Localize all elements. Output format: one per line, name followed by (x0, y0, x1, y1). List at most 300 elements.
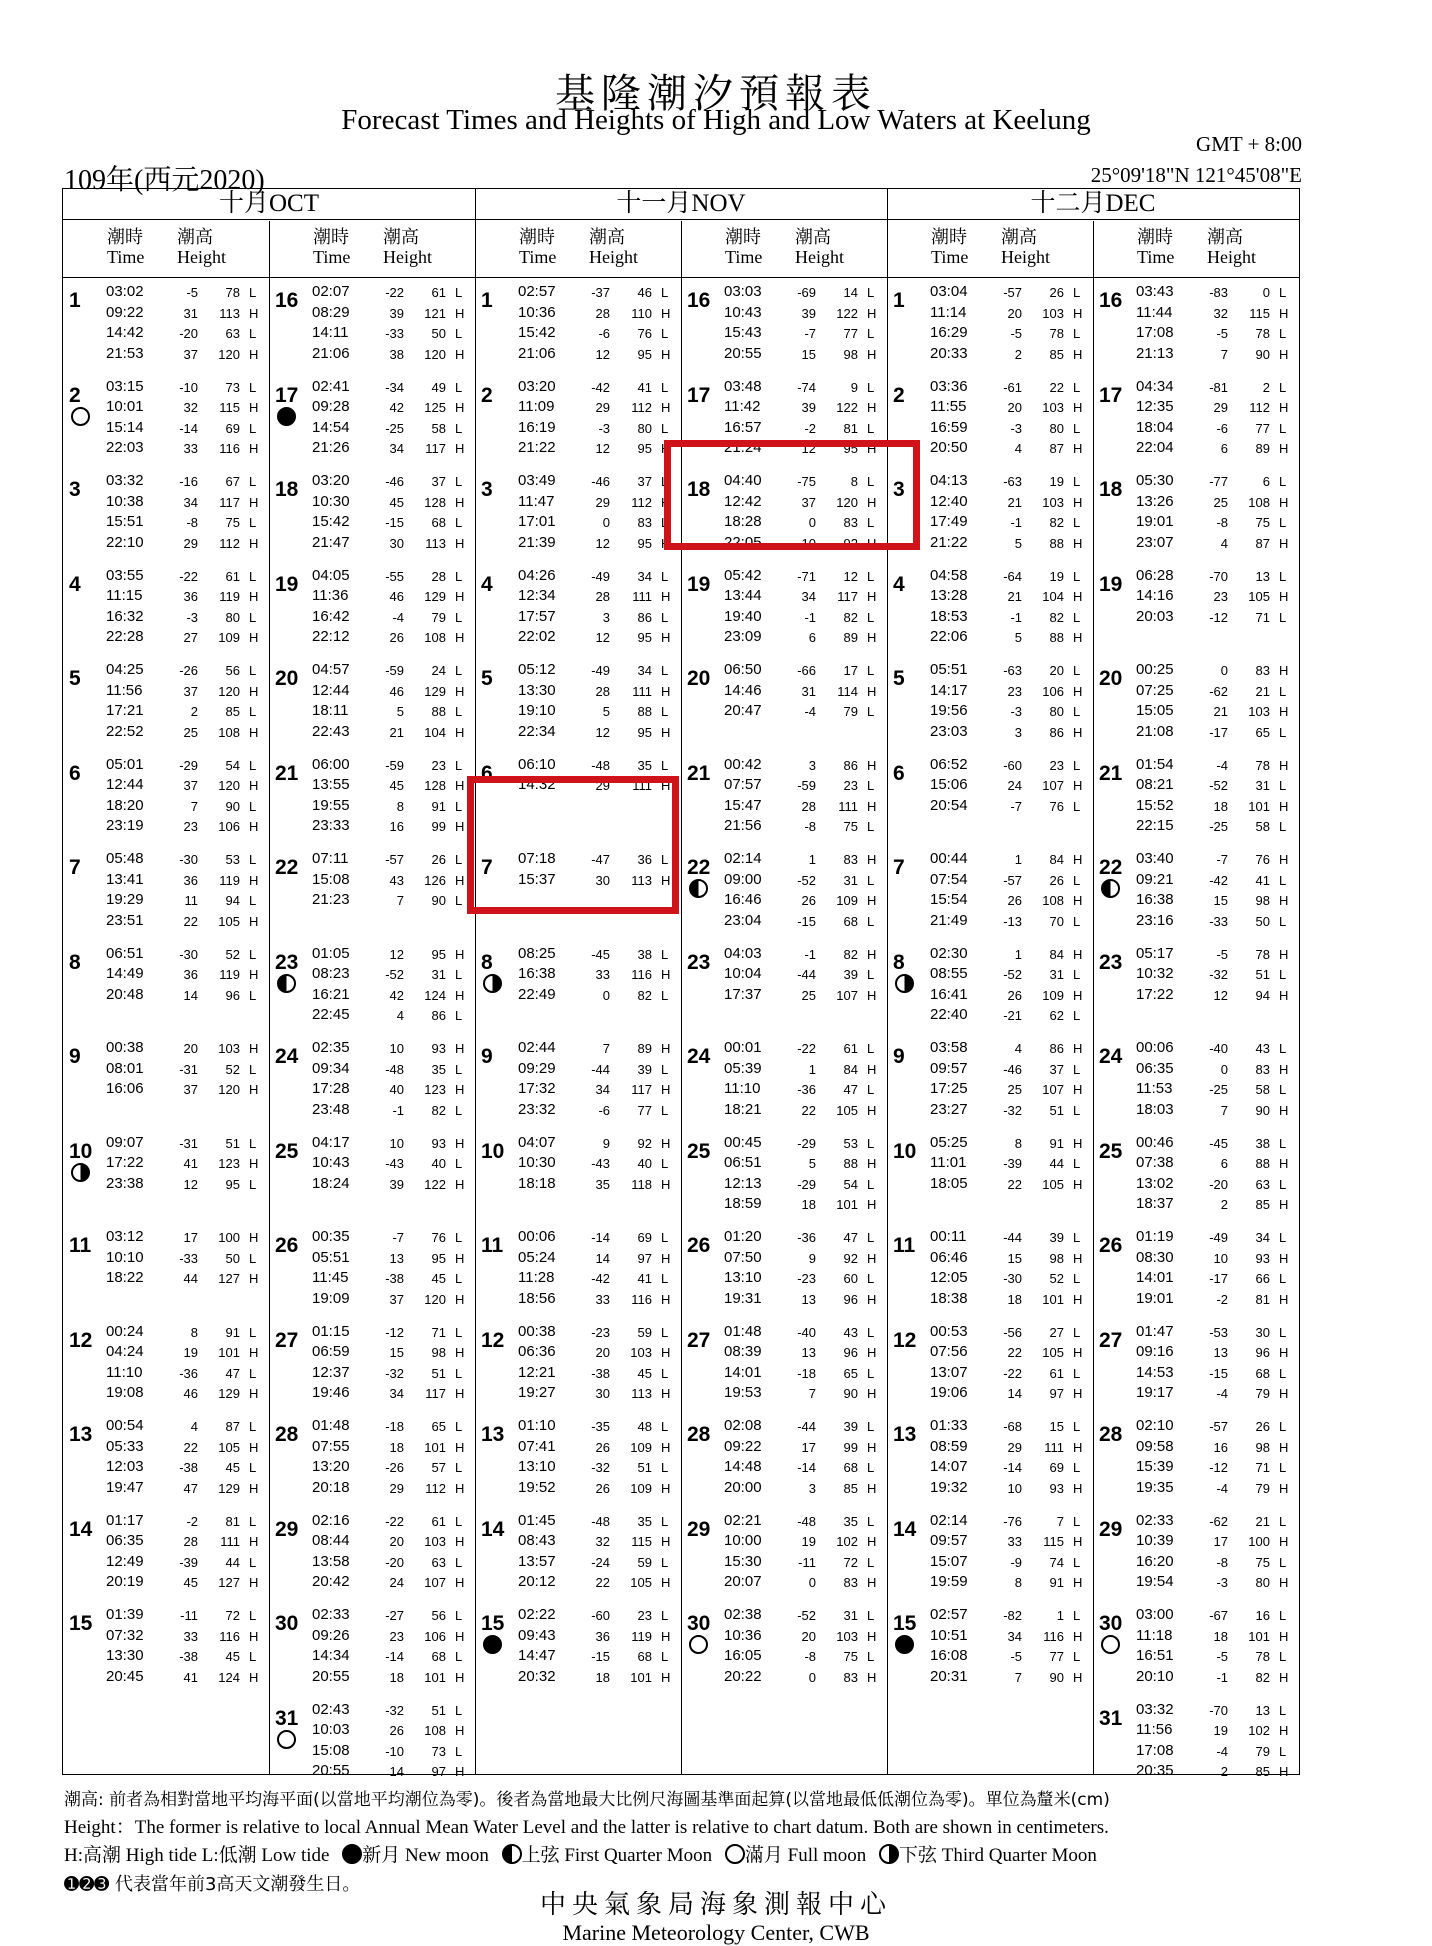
tide-time: 14:48 (724, 1458, 762, 1475)
day-cell (269, 846, 475, 940)
tide-entry (1093, 283, 1299, 303)
tide-type: L (661, 474, 669, 489)
day-number: 9 (481, 1045, 493, 1068)
height-datum: 26 (431, 852, 446, 867)
height-datum: 48 (637, 1419, 652, 1434)
height-msl: -5 (1216, 326, 1228, 341)
tide-time: 18:22 (106, 1269, 144, 1286)
day-cell (475, 374, 681, 468)
tide-type: L (249, 609, 257, 625)
height-msl: -33 (179, 1250, 198, 1266)
tide-time: 07:57 (724, 776, 762, 793)
tide-time: 10:38 (106, 492, 144, 510)
tide-time: 15:06 (930, 776, 968, 793)
tide-time: 20:18 (312, 1478, 350, 1496)
tide-entry (887, 1228, 1093, 1248)
tide-time: 07:32 (106, 1626, 144, 1644)
tide-entry (1093, 1721, 1299, 1741)
tide-entry (269, 1269, 475, 1289)
day-number: 16 (275, 289, 299, 312)
tide-type: H (867, 893, 877, 908)
column-header (269, 221, 475, 277)
height-msl: -29 (797, 1135, 816, 1151)
tide-time: 09:57 (930, 1059, 968, 1077)
tide-type: L (1073, 798, 1081, 814)
day-cell (1093, 1602, 1299, 1696)
month-title: 十二月DEC (887, 189, 1299, 220)
tide-type: L (249, 893, 257, 908)
tide-type: L (455, 852, 463, 867)
tide-time: 02:21 (724, 1511, 762, 1529)
tide-time: 19:08 (106, 1384, 144, 1401)
tide-time: 13:10 (724, 1269, 762, 1286)
height-datum: 90 (1049, 1669, 1064, 1685)
tide-time: 12:49 (106, 1552, 144, 1570)
tide-type: H (249, 346, 259, 362)
tide-entry (681, 891, 887, 911)
tide-entry (269, 345, 475, 365)
day-number: 3 (481, 478, 493, 501)
tide-time: 00:53 (930, 1322, 968, 1340)
height-msl: 20 (389, 1534, 404, 1549)
page-title-zh: 基隆潮汐預報表 (555, 71, 877, 117)
height-msl: -46 (591, 474, 610, 489)
height-msl: 25 (1213, 494, 1228, 510)
day-cell (887, 1130, 1093, 1224)
tide-entry (475, 1060, 681, 1080)
height-datum: 73 (225, 379, 240, 395)
height-datum: 34 (637, 568, 652, 584)
tide-time: 21:56 (724, 817, 762, 834)
height-msl: -43 (385, 1156, 404, 1171)
tide-type: H (867, 1575, 877, 1590)
tide-time: 02:38 (724, 1606, 762, 1623)
tide-time: 19:56 (930, 702, 968, 719)
day-number: 16 (687, 289, 711, 312)
tide-type: L (455, 1419, 463, 1434)
height-msl: 7 (1220, 1102, 1228, 1118)
tide-entry (1093, 817, 1299, 837)
height-datum: 26 (1255, 1419, 1270, 1434)
tide-entry (475, 1269, 681, 1289)
tide-time: 19:40 (724, 607, 762, 625)
height-datum: 51 (431, 1702, 446, 1718)
footer-note-zh: 潮高: 前者為相對當地平均海平面(以當地平均潮位為零)。後者為當地最大比例尺海圖基準面起算(以當地最低低潮位為零)。單位為釐米(cm) (64, 1790, 1110, 1810)
tide-time: 09:28 (312, 398, 350, 415)
height-msl: -2 (186, 1513, 198, 1529)
tide-type: H (1279, 305, 1289, 321)
height-datum: 28 (431, 568, 446, 584)
height-datum: 101 (1248, 798, 1270, 814)
day-number: 1 (893, 289, 905, 312)
height-datum: 51 (1049, 1102, 1064, 1118)
tide-entry (681, 1101, 887, 1121)
height-msl: -22 (797, 1041, 816, 1056)
height-datum: 56 (431, 1608, 446, 1623)
height-datum: 71 (1255, 1460, 1270, 1475)
height-msl: 29 (183, 535, 198, 551)
height-datum: 31 (843, 872, 858, 888)
tide-type: L (1073, 1324, 1081, 1340)
tide-time: 05:39 (724, 1059, 762, 1077)
height-msl: 18 (1007, 1291, 1022, 1307)
tide-time: 08:21 (1136, 776, 1174, 793)
height-msl: -5 (1010, 1649, 1022, 1664)
tide-time: 17:01 (518, 513, 556, 530)
tide-type: H (455, 1250, 465, 1266)
tide-type: H (1279, 1102, 1289, 1118)
height-datum: 85 (1255, 1764, 1270, 1779)
tide-type: H (249, 1480, 259, 1496)
day-cell (269, 1697, 475, 1791)
tide-entry (681, 945, 887, 965)
tide-time: 01:54 (1136, 755, 1174, 773)
height-datum: 83 (637, 515, 652, 530)
tide-type: L (249, 420, 257, 436)
tide-entry (269, 493, 475, 513)
tide-time: 14:49 (106, 965, 144, 982)
tide-time: 05:30 (1136, 472, 1174, 489)
height-datum: 80 (1049, 704, 1064, 719)
tide-time: 08:23 (312, 965, 350, 982)
tide-type: H (455, 1345, 465, 1360)
height-datum: 82 (1049, 609, 1064, 625)
height-datum: 115 (1043, 1534, 1064, 1549)
tide-type: L (249, 757, 257, 773)
height-msl: 21 (389, 724, 404, 740)
tide-type: L (249, 1554, 257, 1570)
tide-entry (475, 534, 681, 554)
height-datum: 110 (631, 305, 652, 321)
height-msl: 0 (602, 515, 610, 530)
day-cell (475, 1130, 681, 1224)
day-number: 12 (69, 1328, 93, 1352)
height-datum: 116 (219, 1628, 240, 1644)
height-msl: -31 (179, 1135, 198, 1151)
tide-entry (475, 1573, 681, 1593)
height-datum: 52 (225, 1061, 240, 1077)
height-datum: 82 (1255, 1669, 1270, 1685)
height-msl: 0 (808, 1575, 816, 1590)
height-msl: 2 (1220, 1764, 1228, 1779)
height-datum: 35 (431, 1061, 446, 1077)
tide-entry (887, 702, 1093, 722)
height-msl: -61 (1003, 379, 1022, 395)
tide-type: H (1279, 1628, 1289, 1644)
tide-entry (269, 567, 475, 587)
tide-entry (887, 1647, 1093, 1667)
height-datum: 76 (431, 1230, 446, 1245)
height-msl: 33 (183, 1628, 198, 1644)
tide-time: 00:25 (1136, 661, 1174, 678)
height-msl: -22 (179, 568, 198, 584)
tide-time: 17:21 (106, 702, 144, 719)
tide-type: L (1279, 1419, 1287, 1434)
tide-entry (475, 1668, 681, 1688)
tide-entry (887, 378, 1093, 398)
tide-time: 09:07 (106, 1133, 144, 1151)
height-datum: 36 (637, 852, 652, 867)
height-datum: 84 (843, 1061, 858, 1077)
tide-type: L (1073, 704, 1081, 719)
tide-time: 05:25 (930, 1133, 968, 1151)
tide-time: 03:32 (1136, 1700, 1174, 1718)
height-msl: 21 (1213, 704, 1228, 719)
day-number: 5 (893, 667, 905, 690)
tide-type: H (1073, 589, 1083, 604)
tide-entry (269, 776, 475, 796)
day-number: 20 (275, 667, 299, 690)
tide-entry (887, 986, 1093, 1006)
tide-type: L (1279, 819, 1287, 834)
height-msl: -7 (804, 326, 816, 341)
height-msl: -8 (186, 515, 198, 530)
month-title: 十一月NOV (475, 189, 887, 220)
tide-entry (269, 304, 475, 324)
tide-entry (681, 1249, 887, 1269)
day-number: 30 (1099, 1612, 1123, 1635)
tide-time: 02:14 (930, 1511, 968, 1529)
tide-type: H (1073, 683, 1083, 699)
tide-time: 00:06 (1136, 1039, 1174, 1056)
day-cell (269, 1319, 475, 1413)
tide-entry (681, 1668, 887, 1688)
height-msl: 21 (1007, 494, 1022, 510)
tide-time: 13:44 (724, 587, 762, 604)
height-msl: 5 (1014, 535, 1022, 551)
height-msl: 12 (801, 441, 816, 456)
day-number: 2 (481, 383, 493, 407)
tide-type: H (1279, 1723, 1289, 1738)
tide-entry (887, 304, 1093, 324)
tide-time: 09:21 (1136, 870, 1174, 888)
tide-time: 07:50 (724, 1248, 762, 1266)
height-msl: -36 (179, 1365, 198, 1381)
height-datum: 77 (1255, 420, 1270, 436)
tide-type: L (867, 1608, 875, 1623)
tide-time: 10:03 (312, 1721, 350, 1738)
tide-time: 17:57 (518, 607, 556, 625)
tide-entry (269, 1627, 475, 1647)
tide-entry (1093, 912, 1299, 932)
height-msl: -4 (1216, 757, 1228, 773)
tide-type: L (661, 568, 669, 584)
height-datum: 104 (424, 724, 446, 740)
height-msl: 23 (389, 1628, 404, 1644)
tide-entry (1093, 891, 1299, 911)
tide-type: H (661, 683, 671, 699)
height-msl: -46 (1003, 1061, 1022, 1077)
tide-type: H (1279, 1439, 1289, 1455)
height-datum: 59 (637, 1324, 652, 1340)
height-datum: 88 (1049, 535, 1064, 551)
tide-type: L (1279, 1135, 1287, 1151)
tide-type: H (867, 1439, 877, 1455)
tide-entry (887, 1627, 1093, 1647)
tide-time: 02:33 (312, 1606, 350, 1623)
tide-time: 23:19 (106, 817, 144, 834)
tide-type: L (867, 663, 875, 678)
tide-type: L (661, 704, 669, 719)
tide-type: L (249, 704, 257, 719)
tide-type: H (1073, 346, 1083, 362)
day-number: 14 (69, 1517, 93, 1541)
tide-type: L (249, 1176, 257, 1192)
height-msl: 7 (190, 798, 198, 814)
tide-time: 20:50 (930, 439, 968, 456)
tide-type: H (249, 778, 259, 793)
tide-entry (269, 1553, 475, 1573)
tide-entry (1093, 1195, 1299, 1215)
height-datum: 95 (637, 441, 652, 456)
tide-entry (475, 1039, 681, 1059)
height-datum: 26 (1049, 872, 1064, 888)
height-msl: -49 (591, 568, 610, 584)
tide-time: 22:04 (1136, 439, 1174, 456)
height-header-zh: 潮高 (589, 227, 625, 247)
tide-time: 13:58 (312, 1552, 350, 1570)
day-number: 29 (275, 1517, 299, 1541)
tide-time: 20:55 (312, 1762, 350, 1779)
tide-type: H (455, 1764, 465, 1779)
height-msl: -42 (591, 1271, 610, 1286)
height-msl: -25 (1209, 819, 1228, 834)
height-msl: -4 (1216, 1386, 1228, 1401)
tide-time: 08:43 (518, 1532, 556, 1549)
height-datum: 113 (631, 1386, 652, 1401)
day-cell (475, 468, 681, 562)
tide-entry (475, 493, 681, 513)
height-msl: -1 (804, 609, 816, 625)
tide-time: 08:25 (518, 944, 556, 962)
height-msl: -8 (804, 1649, 816, 1664)
day-cell (681, 657, 887, 751)
tide-type: H (1073, 1041, 1083, 1056)
tide-entry (1093, 1479, 1299, 1499)
day-cell (63, 1224, 269, 1318)
tide-time: 00:11 (930, 1228, 967, 1245)
day-number: 31 (275, 1706, 299, 1730)
tide-type: H (1279, 1480, 1289, 1496)
time-header-zh: 潮時 (931, 227, 967, 247)
tide-entry (269, 1417, 475, 1437)
tide-time: 04:26 (518, 566, 556, 584)
tide-type: H (455, 589, 465, 604)
tide-time: 03:04 (930, 283, 968, 300)
tide-entry (681, 628, 887, 648)
tide-entry (887, 1573, 1093, 1593)
tide-time: 13:30 (518, 681, 556, 699)
tide-type: L (1279, 379, 1287, 395)
day-cell (1093, 1035, 1299, 1129)
height-msl: 14 (595, 1250, 610, 1266)
tide-type: L (867, 1649, 875, 1664)
tide-type: H (867, 852, 877, 867)
height-msl: 32 (595, 1534, 610, 1549)
tide-entry (269, 1060, 475, 1080)
tide-entry (269, 1134, 475, 1154)
legend (64, 1840, 1097, 1867)
height-datum: 13 (1255, 1702, 1270, 1718)
tide-time: 16:51 (1136, 1647, 1174, 1664)
height-datum: 103 (836, 1628, 858, 1644)
tide-time: 22:03 (106, 439, 144, 456)
height-datum: 31 (431, 967, 446, 982)
tide-time: 20:07 (724, 1573, 762, 1590)
time-header-zh: 潮時 (725, 227, 761, 247)
height-datum: 102 (1248, 1723, 1270, 1738)
height-msl: 39 (389, 1176, 404, 1192)
height-msl: -12 (1209, 609, 1228, 625)
tide-time: 12:35 (1136, 398, 1174, 415)
height-msl: 30 (595, 872, 610, 888)
tide-entry (269, 797, 475, 817)
height-datum: 97 (431, 1764, 446, 1779)
tide-type: H (1279, 1386, 1289, 1401)
height-msl: 4 (1014, 1041, 1022, 1056)
tide-entry (63, 776, 269, 796)
height-datum: 37 (431, 474, 446, 489)
tide-type: H (661, 1534, 671, 1549)
tide-time: 19:10 (518, 702, 556, 719)
height-datum: 76 (637, 326, 652, 341)
height-msl: 37 (183, 683, 198, 699)
tide-type: H (455, 1386, 465, 1401)
tide-time: 08:55 (930, 965, 968, 982)
day-number: 21 (275, 761, 299, 785)
tide-time: 11:14 (930, 303, 967, 321)
height-datum: 26 (1049, 285, 1064, 300)
day-number: 30 (687, 1612, 711, 1635)
height-msl: 20 (1007, 305, 1022, 321)
height-msl: -11 (180, 1608, 198, 1623)
tide-time: 06:36 (518, 1343, 556, 1360)
height-msl: -15 (591, 1649, 610, 1664)
tide-entry (1093, 661, 1299, 681)
height-msl: -70 (1209, 1702, 1228, 1718)
height-header-en: Height (589, 247, 638, 267)
height-datum: 120 (836, 494, 858, 510)
day-cell (1093, 846, 1299, 940)
height-datum: 80 (1255, 1575, 1270, 1590)
height-msl: -4 (1216, 1743, 1228, 1759)
tide-entry (475, 398, 681, 418)
tide-entry (269, 1039, 475, 1059)
height-msl: -4 (392, 609, 404, 625)
tide-entry (1093, 797, 1299, 817)
tide-entry (1093, 472, 1299, 492)
tide-type: H (455, 819, 465, 834)
tide-entry (681, 567, 887, 587)
tide-time: 19:06 (930, 1384, 968, 1401)
height-datum: 91 (431, 798, 446, 814)
height-msl: 12 (595, 535, 610, 551)
height-datum: 107 (1042, 1082, 1064, 1097)
height-msl: 8 (1014, 1575, 1022, 1590)
day-number: 4 (481, 572, 493, 596)
height-datum: 109 (630, 1439, 652, 1455)
day-cell (475, 1413, 681, 1507)
tide-time: 09:26 (312, 1626, 350, 1644)
tide-time: 12:40 (930, 492, 968, 510)
tide-time: 16:05 (724, 1647, 762, 1664)
height-msl: 21 (1007, 589, 1022, 604)
tide-type: L (1279, 1082, 1287, 1097)
height-datum: 67 (225, 474, 240, 489)
day-cell (63, 374, 269, 468)
new-moon-icon (342, 1844, 362, 1864)
tide-time: 03:43 (1136, 283, 1174, 300)
